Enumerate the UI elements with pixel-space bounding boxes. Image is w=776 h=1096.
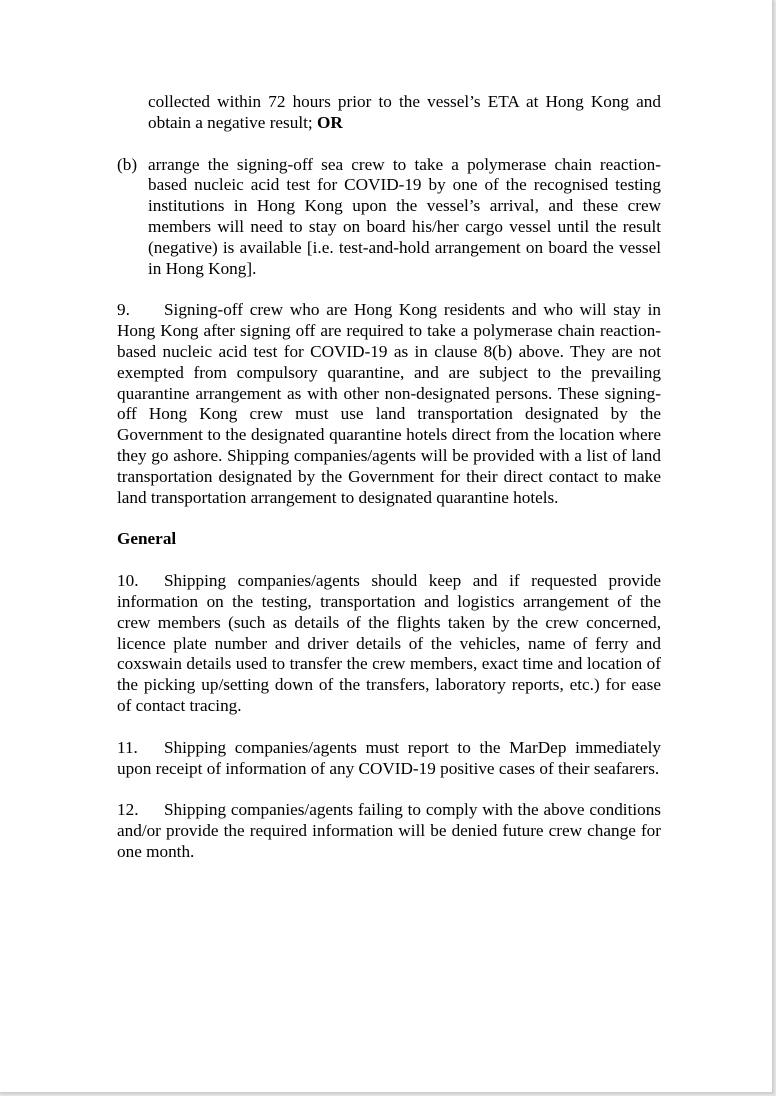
- clause-9: [117, 300, 661, 508]
- spacer: [117, 134, 661, 155]
- clause-number: 10.: [117, 571, 139, 591]
- clause-number: 12.: [117, 800, 139, 820]
- clause-number: 11.: [117, 737, 138, 757]
- spacer: [117, 550, 661, 571]
- spacer: [117, 279, 661, 300]
- clause-11: [117, 738, 661, 780]
- spacer: [117, 717, 661, 738]
- document-body: [117, 92, 661, 863]
- spacer: [117, 779, 661, 800]
- clause-8b: [117, 155, 661, 280]
- item-label: (b): [117, 154, 138, 174]
- section-heading-general: General: [117, 529, 177, 549]
- emphasis-or: OR: [316, 112, 343, 132]
- clause-12: [117, 800, 661, 862]
- clause-text: Shipping companies/agents should keep and if requested provide information on the testing, transportation and logistics arrangement of the crew members (such as details of the flights taken by the crew concerned, licence plate number and driver details of the vehicles, name of ferry and coxswain details used to transfer the crew members, exact time and location of the picking up/setting down of the transfers, laboratory reports, etc.) for ease of contact tracing.: [117, 571, 661, 715]
- clause-number: 9.: [117, 300, 130, 320]
- clause-8a-continuation: [148, 92, 661, 134]
- spacer: [117, 508, 661, 529]
- clause-text: Shipping companies/agents failing to comply with the above conditions and/or provide the required information will be denied future crew change for one month.: [117, 800, 661, 861]
- continuation-text: collected within 72 hours prior to the vessel’s ETA at Hong Kong and obtain a negative result;: [148, 92, 661, 132]
- clause-10: [117, 571, 661, 717]
- clause-text: Shipping companies/agents must report to the MarDep immediately upon receipt of information of any COVID-19 positive cases of their seafarers.: [117, 737, 661, 778]
- clause-text: Signing-off crew who are Hong Kong residents and who will stay in Hong Kong after signing off are required to take a polymerase chain reaction-based nucleic acid test for COVID-19 as in clause 8(b) above. They are not exempted from compulsory quarantine, and are subject to the prevailing quarantine arrangement as with other non-designated persons. These signing-off Hong Kong crew must use land transportation designated by the Government to the designated quarantine hotels direct from the location where they go ashore. Shipping companies/agents will be provided with a list of land transportation designated by the Government for their direct contact to make land transportation arrangement to designated quarantine hotels.: [117, 300, 661, 507]
- item-text: arrange the signing-off sea crew to take a polymerase chain reaction-based nucleic acid test for COVID-19 by one of the recognised testing institutions in Hong Kong upon the vessel’s arrival, and these crew members will need to stay on board his/her cargo vessel until the result (negative) is available [i.e. test-and-hold arrangement on board the vessel in Hong Kong].: [148, 154, 661, 278]
